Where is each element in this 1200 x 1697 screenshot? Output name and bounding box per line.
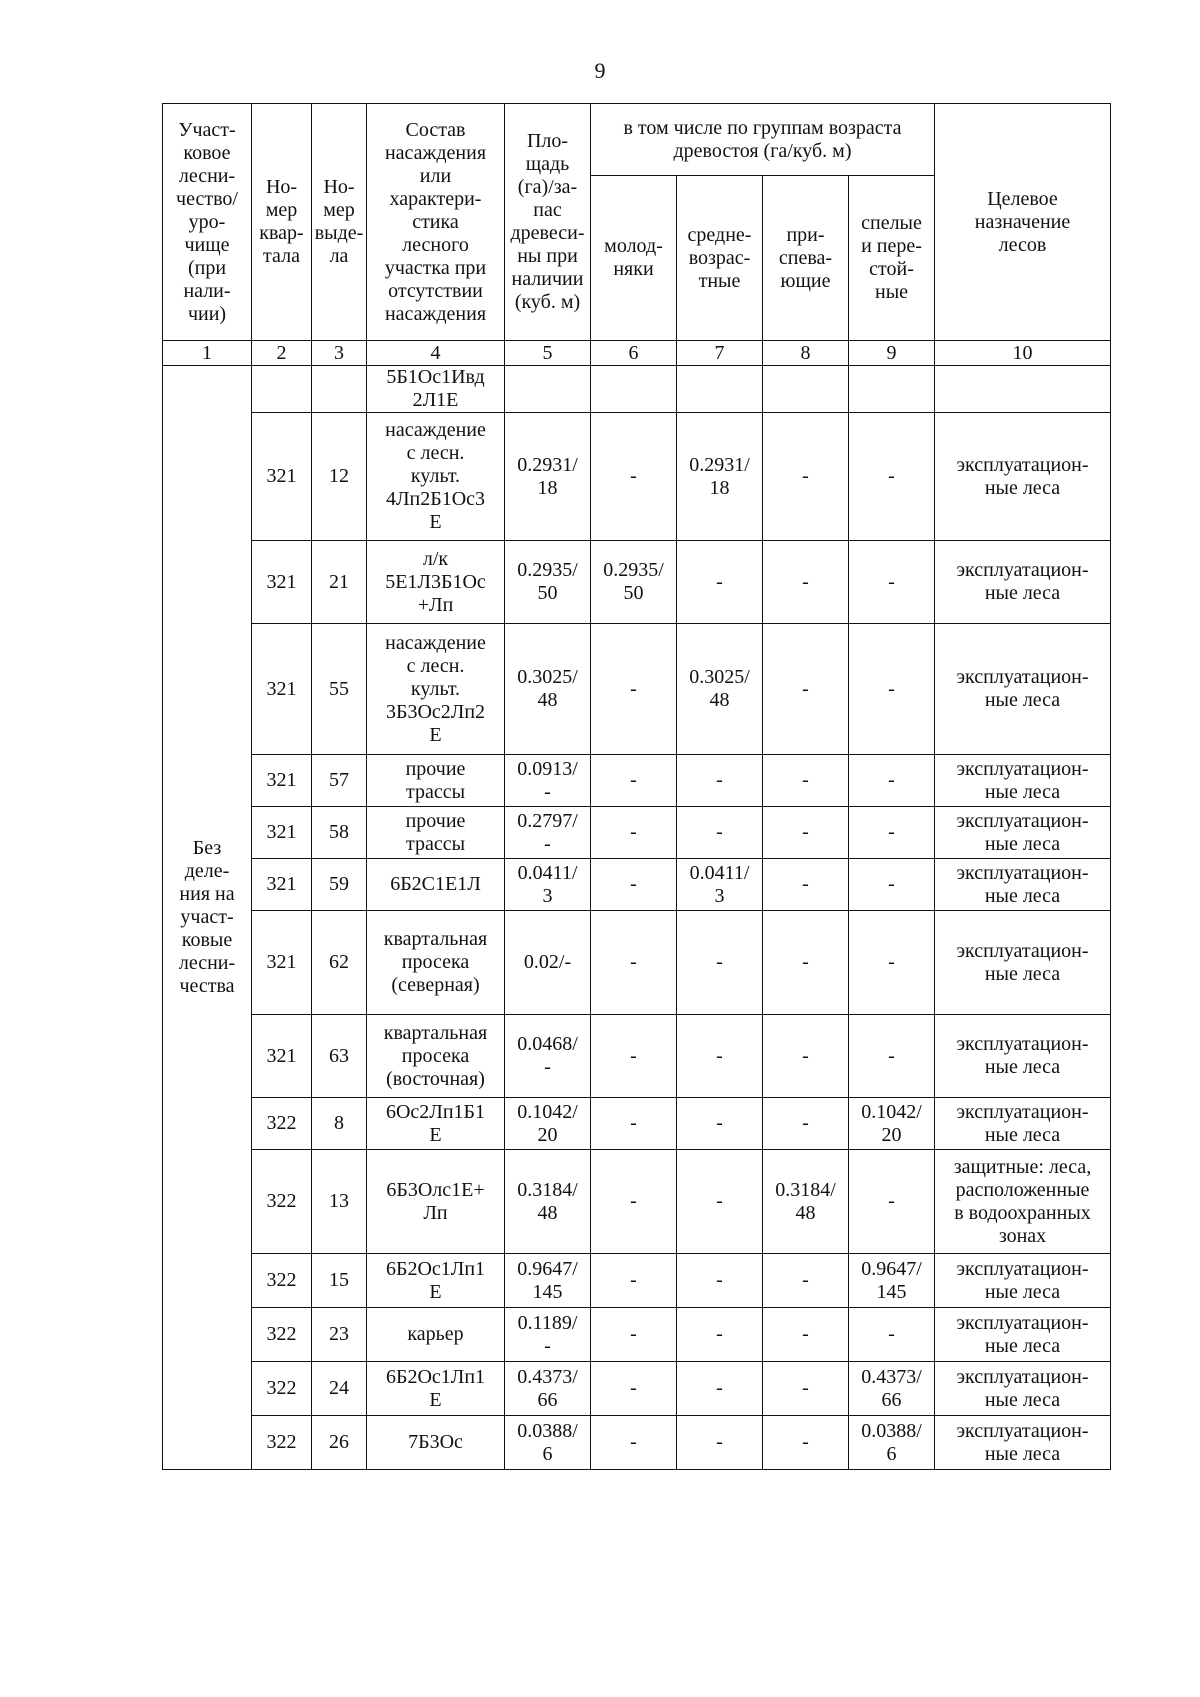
quarter-cell: 321 [252, 624, 312, 755]
young-cell: - [591, 911, 677, 1015]
young-cell: 0.2935/ 50 [591, 541, 677, 624]
maturing-cell: - [763, 859, 849, 911]
purpose-cell: эксплуатацион- ные леса [935, 755, 1111, 807]
table-row [163, 366, 1111, 413]
plot-cell: 23 [312, 1308, 367, 1362]
header-composition: Состав насаждения или характери- стика лесного участка при отсутствии насаждения [367, 104, 505, 341]
maturing-cell: - [763, 1254, 849, 1308]
composition-cell: прочие трассы [367, 807, 505, 859]
purpose-cell: эксплуатацион- ные леса [935, 1254, 1111, 1308]
plot-cell: 12 [312, 413, 367, 541]
column-number: 3 [312, 341, 367, 366]
table-row [163, 755, 1111, 807]
column-number: 9 [849, 341, 935, 366]
purpose-cell: эксплуатацион- ные леса [935, 541, 1111, 624]
young-cell: - [591, 1254, 677, 1308]
forest-plots-table [162, 103, 1111, 1470]
header-maturing: при- спева- ющие [763, 176, 849, 341]
plot-cell: 26 [312, 1416, 367, 1470]
table-row [163, 541, 1111, 624]
plot-cell: 63 [312, 1015, 367, 1098]
middle-aged-cell: - [677, 1015, 763, 1098]
young-cell: - [591, 1150, 677, 1254]
area-cell: 0.1042/ 20 [505, 1098, 591, 1150]
maturing-cell: - [763, 807, 849, 859]
area-cell: 0.2931/ 18 [505, 413, 591, 541]
purpose-cell: эксплуатацион- ные леса [935, 911, 1111, 1015]
plot-cell: 21 [312, 541, 367, 624]
quarter-cell: 321 [252, 413, 312, 541]
maturing-cell: - [763, 624, 849, 755]
table-row [163, 1098, 1111, 1150]
maturing-cell [763, 366, 849, 413]
middle-aged-cell: 0.2931/ 18 [677, 413, 763, 541]
table-row [163, 1416, 1111, 1470]
young-cell: - [591, 807, 677, 859]
middle-aged-cell: - [677, 1098, 763, 1150]
table-row [163, 1308, 1111, 1362]
mature-cell: - [849, 755, 935, 807]
composition-cell: насаждение с лесн. культ. 4Лп2Б1Ос3 Е [367, 413, 505, 541]
mature-cell: - [849, 1150, 935, 1254]
composition-cell: насаждение с лесн. культ. 3Б3Ос2Лп2 Е [367, 624, 505, 755]
purpose-cell: эксплуатацион- ные леса [935, 413, 1111, 541]
plot-cell: 58 [312, 807, 367, 859]
header-quarter-number: Но- мер квар- тала [252, 104, 312, 341]
young-cell: - [591, 1015, 677, 1098]
quarter-cell: 321 [252, 911, 312, 1015]
composition-cell: квартальная просека (восточная) [367, 1015, 505, 1098]
purpose-cell: эксплуатацион- ные леса [935, 1308, 1111, 1362]
quarter-cell: 321 [252, 859, 312, 911]
table-row [163, 1254, 1111, 1308]
forestry-name: Без деле- ния на участ- ковые лесни- чества [163, 366, 252, 1470]
composition-cell: 6Б2С1Е1Л [367, 859, 505, 911]
maturing-cell: - [763, 1015, 849, 1098]
young-cell: - [591, 859, 677, 911]
composition-cell: прочие трассы [367, 755, 505, 807]
plot-cell: 8 [312, 1098, 367, 1150]
plot-cell: 13 [312, 1150, 367, 1254]
young-cell: - [591, 1416, 677, 1470]
mature-cell: - [849, 624, 935, 755]
column-number: 1 [163, 341, 252, 366]
header-purpose: Целевое назначение лесов [935, 104, 1111, 341]
middle-aged-cell: - [677, 1362, 763, 1416]
young-cell: - [591, 1098, 677, 1150]
mature-cell: - [849, 413, 935, 541]
column-number: 6 [591, 341, 677, 366]
header-mature-overmature: спелые и пере- стой- ные [849, 176, 935, 341]
area-cell: 0.3025/ 48 [505, 624, 591, 755]
quarter-cell: 322 [252, 1416, 312, 1470]
area-cell: 0.0913/ - [505, 755, 591, 807]
composition-cell: 6Ос2Лп1Б1 Е [367, 1098, 505, 1150]
maturing-cell: - [763, 755, 849, 807]
table-row [163, 1150, 1111, 1254]
header-plot-number: Но- мер выде- ла [312, 104, 367, 341]
column-number: 10 [935, 341, 1111, 366]
mature-cell: - [849, 541, 935, 624]
purpose-cell [935, 366, 1111, 413]
middle-aged-cell: - [677, 911, 763, 1015]
maturing-cell: - [763, 541, 849, 624]
composition-cell: 5Б1Ос1Ивд 2Л1Е [367, 366, 505, 413]
column-number: 7 [677, 341, 763, 366]
young-cell: - [591, 755, 677, 807]
plot-cell: 59 [312, 859, 367, 911]
quarter-cell: 322 [252, 1362, 312, 1416]
composition-cell: квартальная просека (северная) [367, 911, 505, 1015]
purpose-cell: эксплуатацион- ные леса [935, 1098, 1111, 1150]
middle-aged-cell: 0.3025/ 48 [677, 624, 763, 755]
composition-cell: л/к 5Е1Л3Б1Ос +Лп [367, 541, 505, 624]
composition-cell: карьер [367, 1308, 505, 1362]
maturing-cell: - [763, 1308, 849, 1362]
maturing-cell: - [763, 413, 849, 541]
area-cell: 0.4373/ 66 [505, 1362, 591, 1416]
composition-cell: 7Б3Ос [367, 1416, 505, 1470]
quarter-cell: 322 [252, 1098, 312, 1150]
column-number: 2 [252, 341, 312, 366]
plot-cell: 55 [312, 624, 367, 755]
quarter-cell: 322 [252, 1308, 312, 1362]
maturing-cell: - [763, 1098, 849, 1150]
middle-aged-cell: - [677, 1254, 763, 1308]
header-young: молод- няки [591, 176, 677, 341]
plot-cell: 15 [312, 1254, 367, 1308]
mature-cell: - [849, 807, 935, 859]
mature-cell: - [849, 1308, 935, 1362]
area-cell: 0.9647/ 145 [505, 1254, 591, 1308]
area-cell: 0.3184/ 48 [505, 1150, 591, 1254]
middle-aged-cell: - [677, 755, 763, 807]
composition-cell: 6Б3Олс1Е+ Лп [367, 1150, 505, 1254]
purpose-cell: эксплуатацион- ные леса [935, 624, 1111, 755]
middle-aged-cell: - [677, 1416, 763, 1470]
mature-cell [849, 366, 935, 413]
middle-aged-cell: - [677, 1150, 763, 1254]
area-cell: 0.0411/ 3 [505, 859, 591, 911]
young-cell [591, 366, 677, 413]
purpose-cell: эксплуатацион- ные леса [935, 1015, 1111, 1098]
column-number: 8 [763, 341, 849, 366]
purpose-cell: эксплуатацион- ные леса [935, 859, 1111, 911]
area-cell: 0.1189/ - [505, 1308, 591, 1362]
mature-cell: 0.4373/ 66 [849, 1362, 935, 1416]
column-numbers-row [163, 341, 1111, 366]
maturing-cell: - [763, 911, 849, 1015]
plot-cell: 62 [312, 911, 367, 1015]
middle-aged-cell: - [677, 807, 763, 859]
column-number: 5 [505, 341, 591, 366]
table-row [163, 1015, 1111, 1098]
quarter-cell: 322 [252, 1150, 312, 1254]
page-number: 9 [594, 58, 606, 83]
mature-cell: - [849, 859, 935, 911]
plot-cell: 57 [312, 755, 367, 807]
mature-cell: - [849, 911, 935, 1015]
table-row [163, 859, 1111, 911]
young-cell: - [591, 1308, 677, 1362]
purpose-cell: защитные: леса, расположенные в водоохранных зонах [935, 1150, 1111, 1254]
plot-cell: 24 [312, 1362, 367, 1416]
young-cell: - [591, 624, 677, 755]
table-row [163, 1362, 1111, 1416]
composition-cell: 6Б2Ос1Лп1 Е [367, 1362, 505, 1416]
area-cell: 0.2797/ - [505, 807, 591, 859]
table-row [163, 911, 1111, 1015]
middle-aged-cell: - [677, 1308, 763, 1362]
maturing-cell: - [763, 1362, 849, 1416]
area-cell: 0.0468/ - [505, 1015, 591, 1098]
quarter-cell: 322 [252, 1254, 312, 1308]
column-number: 4 [367, 341, 505, 366]
area-cell [505, 366, 591, 413]
header-age-groups: в том числе по группам возраста древостоя (га/куб. м) [591, 104, 935, 176]
area-cell: 0.0388/ 6 [505, 1416, 591, 1470]
quarter-cell: 321 [252, 755, 312, 807]
quarter-cell: 321 [252, 541, 312, 624]
maturing-cell: 0.3184/ 48 [763, 1150, 849, 1254]
mature-cell: 0.0388/ 6 [849, 1416, 935, 1470]
composition-cell: 6Б2Ос1Лп1 Е [367, 1254, 505, 1308]
plot-cell [312, 366, 367, 413]
area-cell: 0.2935/ 50 [505, 541, 591, 624]
quarter-cell: 321 [252, 1015, 312, 1098]
middle-aged-cell [677, 366, 763, 413]
purpose-cell: эксплуатацион- ные леса [935, 1416, 1111, 1470]
mature-cell: 0.9647/ 145 [849, 1254, 935, 1308]
header-area-stock: Пло- щадь (га)/за- пас древеси- ны при наличии (куб. м) [505, 104, 591, 341]
table-row [163, 624, 1111, 755]
table-row [163, 807, 1111, 859]
table-row [163, 413, 1111, 541]
header-middle-aged: средне- возрас- тные [677, 176, 763, 341]
header-forestry: Участ- ковое лесни- чество/ уро- чище (при нали- чии) [163, 104, 252, 341]
young-cell: - [591, 1362, 677, 1416]
quarter-cell [252, 366, 312, 413]
purpose-cell: эксплуатацион- ные леса [935, 807, 1111, 859]
maturing-cell: - [763, 1416, 849, 1470]
area-cell: 0.02/- [505, 911, 591, 1015]
purpose-cell: эксплуатацион- ные леса [935, 1362, 1111, 1416]
middle-aged-cell: - [677, 541, 763, 624]
young-cell: - [591, 413, 677, 541]
mature-cell: - [849, 1015, 935, 1098]
middle-aged-cell: 0.0411/ 3 [677, 859, 763, 911]
quarter-cell: 321 [252, 807, 312, 859]
mature-cell: 0.1042/ 20 [849, 1098, 935, 1150]
